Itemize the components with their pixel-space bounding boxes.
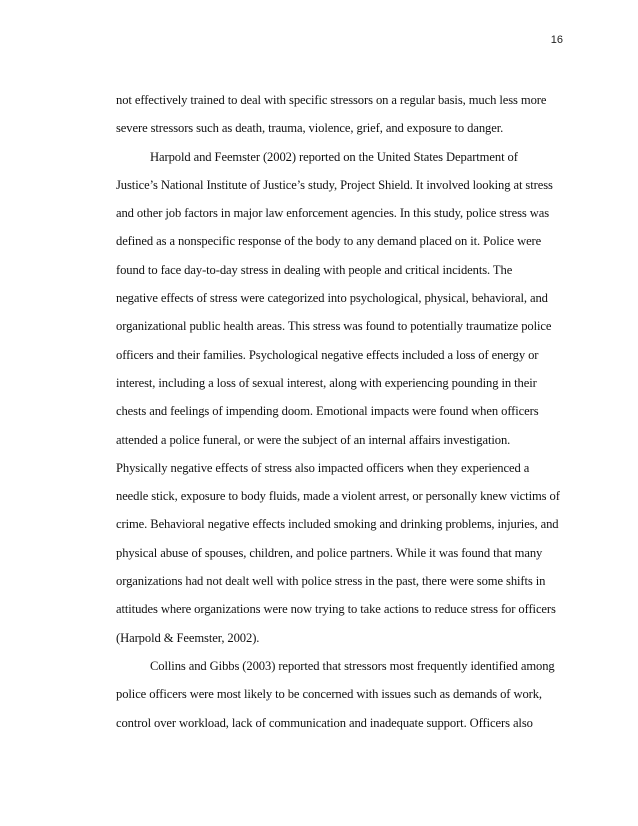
body-text — [116, 92, 564, 743]
text-line: Physically negative effects of stress also impacted officers when they experienced a — [116, 460, 530, 475]
text-line: police officers were most likely to be concerned with issues such as demands of work, — [116, 687, 542, 702]
text-line: attended a police funeral, or were the subject of an internal affairs investigation. — [116, 432, 511, 447]
text-line: organizations had not dealt well with police stress in the past, there were some shifts in — [116, 574, 546, 589]
text-line: needle stick, exposure to body fluids, made a violent arrest, or personally knew victims of — [116, 489, 560, 504]
text-line: (Harpold & Feemster, 2002). — [116, 630, 260, 645]
text-line: severe stressors such as death, trauma, violence, grief, and exposure to danger. — [116, 121, 504, 136]
text-line: organizational public health areas. This stress was found to potentially traumatize police — [116, 319, 552, 334]
text-line: Collins and Gibbs (2003) reported that stressors most frequently identified among — [150, 658, 555, 673]
text-line: crime. Behavioral negative effects included smoking and drinking problems, injuries, and — [116, 517, 559, 532]
text-line: control over workload, lack of communication and inadequate support. Officers also — [116, 715, 533, 730]
text-line: Harpold and Feemster (2002) reported on the United States Department of — [150, 149, 518, 164]
page-number: 16 — [550, 34, 563, 46]
text-line: defined as a nonspecific response of the body to any demand placed on it. Police were — [116, 234, 542, 249]
text-line: Justice’s National Institute of Justice’s study, Project Shield. It involved looking at stress — [116, 177, 553, 192]
text-line: interest, including a loss of sexual interest, along with experiencing pounding in their — [116, 375, 537, 390]
text-line: physical abuse of spouses, children, and police partners. While it was found that many — [116, 545, 543, 560]
text-line: negative effects of stress were categorized into psychological, physical, behavioral, and — [116, 291, 548, 306]
text-line: not effectively trained to deal with specific stressors on a regular basis, much less more — [116, 93, 547, 107]
text-line: found to face day-to-day stress in dealing with people and critical incidents. The — [116, 262, 513, 277]
text-line: chests and feelings of impending doom. Emotional impacts were found when officers — [116, 404, 539, 419]
text-line: officers and their families. Psychological negative effects included a loss of energy or — [116, 347, 539, 362]
text-line: attitudes where organizations were now trying to take actions to reduce stress for officers — [116, 602, 556, 617]
text-line: and other job factors in major law enforcement agencies. In this study, police stress was — [116, 206, 550, 221]
